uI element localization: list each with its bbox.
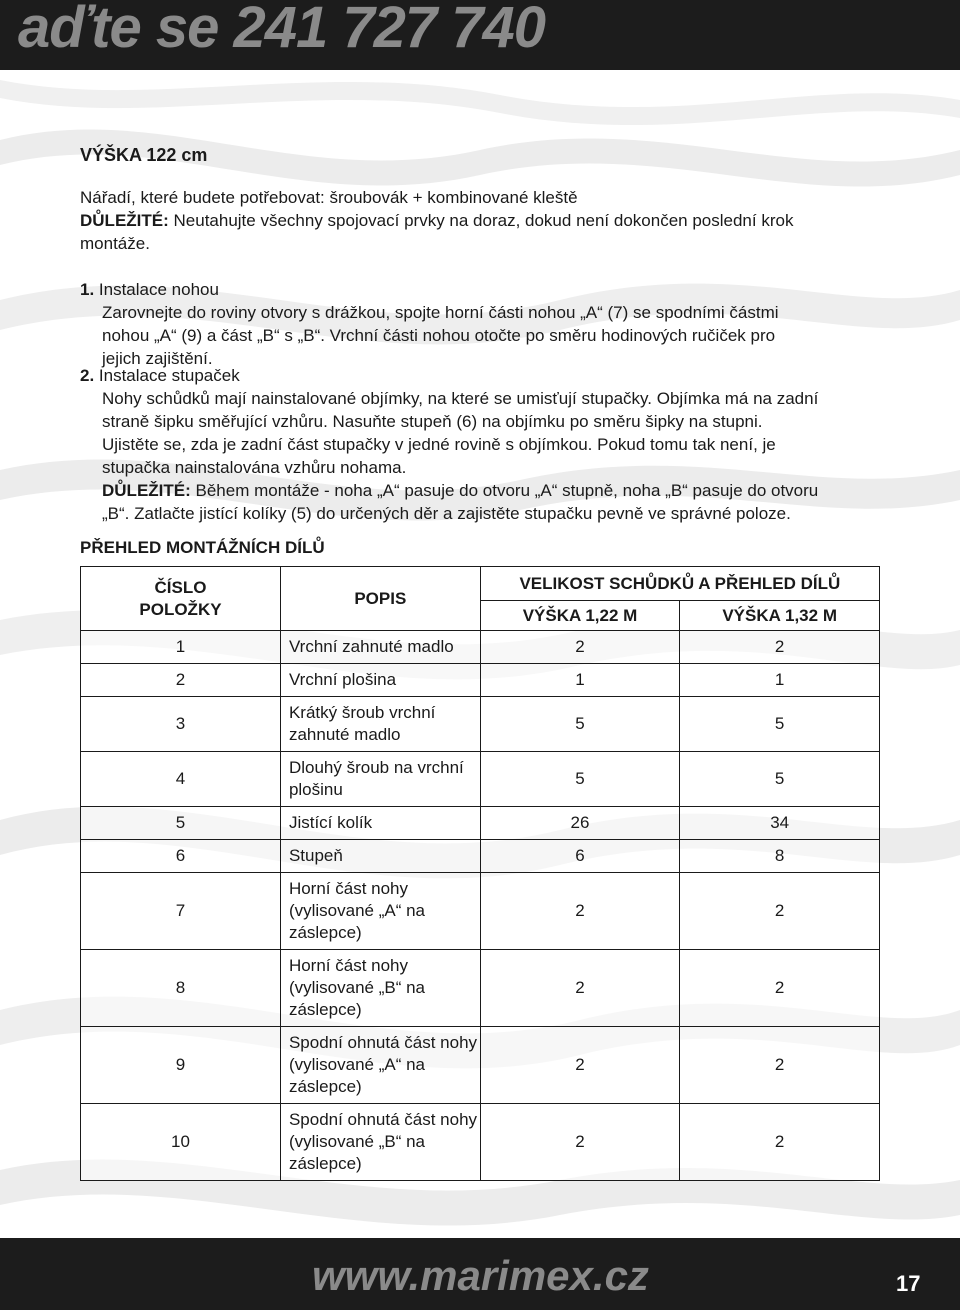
- cell-qty-122: 5: [480, 752, 680, 807]
- step-2-heading: [80, 364, 900, 387]
- step-2: [80, 364, 900, 525]
- cell-qty-122: 2: [480, 1104, 680, 1181]
- phone-banner: aďte se 241 727 740: [18, 0, 546, 60]
- cell-number: 10: [81, 1104, 281, 1181]
- top-bar: [0, 0, 960, 70]
- col-header-group: VELIKOST SCHŮDKŮ A PŘEHLED DÍLŮ: [480, 567, 879, 601]
- tools-line: Nářadí, které budete potřebovat: šroubovák + kombinované kleště: [80, 188, 578, 207]
- parts-table-title: PŘEHLED MONTÁŽNÍCH DÍLŮ: [80, 538, 325, 557]
- important-label: DŮLEŽITÉ:: [80, 211, 169, 230]
- cell-qty-132: 8: [680, 840, 880, 873]
- table-row: [81, 1104, 880, 1181]
- cell-qty-132: 2: [680, 950, 880, 1027]
- cell-number: 3: [81, 697, 281, 752]
- cell-qty-122: 6: [480, 840, 680, 873]
- parts-table: [80, 566, 880, 1181]
- cell-qty-132: 1: [680, 664, 880, 697]
- table-row: [81, 664, 880, 697]
- step-title: Instalace stupaček: [94, 366, 240, 385]
- table-row: [81, 950, 880, 1027]
- table-row: [81, 873, 880, 950]
- step-2-important: [80, 479, 900, 502]
- step-line: stupačka nainstalována vzhůru nohama.: [102, 458, 407, 477]
- cell-qty-122: 1: [480, 664, 680, 697]
- cell-qty-132: 2: [680, 873, 880, 950]
- cell-number: 2: [81, 664, 281, 697]
- cell-desc: Vrchní plošina: [280, 664, 480, 697]
- cell-qty-122: 2: [480, 873, 680, 950]
- step-title: Instalace nohou: [94, 280, 219, 299]
- page-number: 17: [896, 1271, 921, 1296]
- step-1: [80, 278, 900, 370]
- step-line: Ujistěte se, zda je zadní část stupačky v jedné rovině s objímkou. Pokud tomu tak není, je: [102, 435, 776, 454]
- cell-desc: Spodní ohnutá část nohy (vylisované „A“ na záslepce): [280, 1027, 480, 1104]
- table-row: [81, 631, 880, 664]
- col-header-desc: POPIS: [280, 567, 480, 631]
- cell-qty-132: 34: [680, 807, 880, 840]
- cell-desc: Dlouhý šroub na vrchní plošinu: [280, 752, 480, 807]
- important-text-line1: Neutahujte všechny spojovací prvky na doraz, dokud není dokončen poslední krok: [168, 211, 794, 230]
- cell-desc: Horní část nohy (vylisované „A“ na záslepce): [280, 873, 480, 950]
- step-line: „B“. Zatlačte jistící kolíky (5) do určených děr a zajistěte stupačku pevně ve správné poloze.: [102, 504, 791, 523]
- table-row: [81, 840, 880, 873]
- cell-number: 5: [81, 807, 281, 840]
- website-url[interactable]: www.marimex.cz: [312, 1252, 649, 1299]
- cell-qty-132: 2: [680, 1027, 880, 1104]
- table-row: [81, 752, 880, 807]
- col-header-number: ČÍSLO POLOŽKY: [81, 567, 281, 631]
- cell-desc: Horní část nohy (vylisované „B“ na záslepce): [280, 950, 480, 1027]
- cell-number: 4: [81, 752, 281, 807]
- cell-number: 7: [81, 873, 281, 950]
- cell-desc: Spodní ohnutá část nohy (vylisované „B“ na záslepce): [280, 1104, 480, 1181]
- cell-desc: Stupeň: [280, 840, 480, 873]
- important-note: [80, 209, 793, 232]
- cell-qty-122: 5: [480, 697, 680, 752]
- step-line: Zarovnejte do roviny otvory s drážkou, spojte horní části nohou „A“ (7) se spodními částmi: [102, 303, 779, 322]
- table-row: [81, 807, 880, 840]
- cell-desc: Vrchní zahnuté madlo: [280, 631, 480, 664]
- step-line: jejich zajištění.: [102, 349, 213, 368]
- bottom-bar: [0, 1238, 960, 1310]
- cell-number: 9: [81, 1027, 281, 1104]
- cell-qty-132: 2: [680, 631, 880, 664]
- cell-number: 6: [81, 840, 281, 873]
- cell-qty-122: 2: [480, 1027, 680, 1104]
- cell-qty-132: 5: [680, 697, 880, 752]
- important-label: DŮLEŽITÉ:: [102, 481, 191, 500]
- cell-qty-122: 2: [480, 950, 680, 1027]
- table-row: [81, 1027, 880, 1104]
- cell-qty-132: 5: [680, 752, 880, 807]
- step-line: Nohy schůdků mají nainstalované objímky, na které se umisťují stupačky. Objímka má na zadní: [102, 389, 819, 408]
- step-1-heading: [80, 278, 900, 301]
- table-row: [81, 697, 880, 752]
- cell-qty-122: 2: [480, 631, 680, 664]
- cell-number: 8: [81, 950, 281, 1027]
- important-text-line2: montáže.: [80, 234, 150, 253]
- height-heading: VÝŠKA 122 cm: [80, 145, 208, 165]
- important-text: Během montáže - noha „A“ pasuje do otvoru „A“ stupně, noha „B“ pasuje do otvoru: [190, 481, 819, 500]
- step-number: 1.: [80, 280, 95, 299]
- col-header-height-132: VÝŠKA 1,32 M: [680, 601, 880, 631]
- step-line: nohou „A“ (9) a část „B“ s „B“. Vrchní části nohou otočte po směru hodinových ručiček pro: [102, 326, 776, 345]
- step-line: straně šipku směřující vzhůru. Nasuňte stupeň (6) na objímku po směru šipky na stupni.: [102, 412, 763, 431]
- col-header-height-122: VÝŠKA 1,22 M: [480, 601, 680, 631]
- cell-desc: Jistící kolík: [280, 807, 480, 840]
- cell-desc: Krátký šroub vrchní zahnuté madlo: [280, 697, 480, 752]
- cell-number: 1: [81, 631, 281, 664]
- cell-qty-122: 26: [480, 807, 680, 840]
- step-number: 2.: [80, 366, 95, 385]
- cell-qty-132: 2: [680, 1104, 880, 1181]
